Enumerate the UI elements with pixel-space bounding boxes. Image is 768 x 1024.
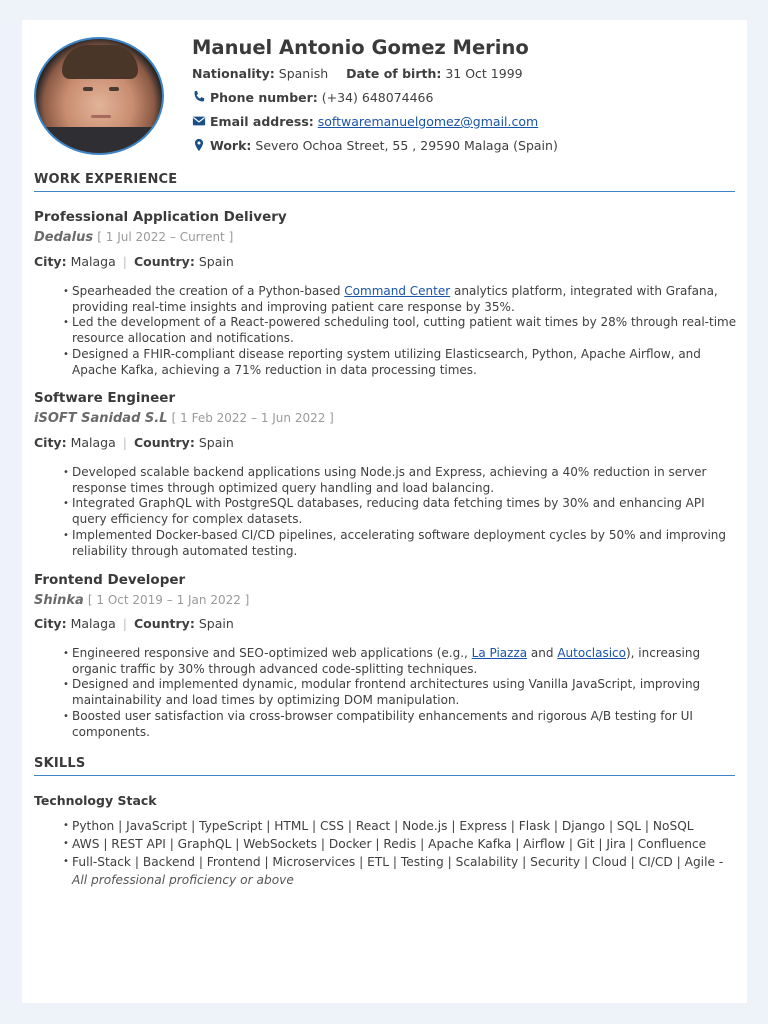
phone-line: [192, 86, 737, 110]
city-label: City:: [34, 435, 67, 450]
list-item: • Engineered responsive and SEO-optimized web applications (e.g., La Piazza and Autoclasico), increasing organic traffic by 30% through advanced code-splitting techniques.: [72, 646, 737, 677]
personal-info: [192, 34, 737, 158]
list-item: • Full-Stack | Backend | Frontend | Microservices | ETL | Testing | Scalability | Security | Cloud | CI/CD | Agile - All professional proficiency or above: [72, 853, 737, 889]
map-pin-icon: [192, 138, 206, 152]
separator: |: [122, 254, 127, 269]
autoclasico-link[interactable]: Autoclasico: [557, 646, 626, 660]
job-dates: [ 1 Feb 2022 – 1 Jun 2022 ]: [171, 411, 334, 425]
list-item: • Designed and implemented dynamic, modular frontend architectures using Vanilla JavaScript, improving maintainability and load times by optimizing DOM manipulation.: [72, 677, 737, 708]
country-value: Spain: [198, 616, 234, 631]
phone-label: Phone number:: [210, 90, 318, 105]
nationality-label: Nationality:: [192, 66, 275, 81]
nationality-value: Spanish: [278, 66, 329, 81]
job-title: Professional Application Delivery: [34, 209, 287, 225]
country-value: Spain: [198, 254, 234, 269]
la-piazza-link[interactable]: La Piazza: [471, 646, 528, 660]
dob-value: 31 Oct 1999: [445, 66, 523, 81]
job-bullets: [72, 284, 737, 378]
job-location: [34, 254, 234, 269]
list-item: • Integrated GraphQL with PostgreSQL databases, reducing data fetching times by 30% and enhancing API query efficiency for complex datasets.: [72, 496, 737, 527]
separator: |: [122, 616, 127, 631]
phone-icon: [192, 90, 206, 104]
company-line: [34, 593, 249, 608]
company-name: Dedalus: [34, 230, 94, 245]
country-label: Country:: [133, 616, 195, 631]
city-value: Malaga: [70, 616, 116, 631]
full-name: Manuel Antonio Gomez Merino: [192, 36, 529, 59]
company-line: [34, 230, 233, 245]
email-line: [192, 110, 737, 134]
list-item: • Led the development of a React-powered scheduling tool, cutting patient wait times by 28% through real-time resource allocation and notifications.: [72, 315, 737, 346]
skills-subtitle: Technology Stack: [34, 793, 157, 808]
list-item: • Boosted user satisfaction via cross-browser compatibility enhancements and rigorous A/B testing for UI components.: [72, 709, 737, 740]
proficiency-note: All professional proficiency or above: [72, 873, 294, 887]
dob-label: Date of birth:: [346, 66, 442, 81]
job-dates: [ 1 Jul 2022 – Current ]: [97, 230, 234, 244]
work-address-line: [192, 134, 737, 158]
city-label: City:: [34, 254, 67, 269]
country-label: Country:: [133, 254, 195, 269]
phone-value: (+34) 648074466: [321, 90, 434, 105]
company-line: [34, 411, 334, 426]
work-label: Work:: [210, 138, 252, 153]
separator: |: [122, 435, 127, 450]
city-value: Malaga: [70, 254, 116, 269]
job-title: Software Engineer: [34, 390, 176, 406]
work-value: Severo Ochoa Street, 55 , 29590 Malaga (Spain): [255, 138, 558, 153]
country-value: Spain: [198, 435, 234, 450]
list-item: • Implemented Docker-based CI/CD pipelines, accelerating software deployment cycles by 50% and improving reliability through automated testing.: [72, 528, 737, 559]
list-item: • Spearheaded the creation of a Python-based Command Center analytics platform, integrated with Grafana, providing real-time insights and improving patient care response by 35%.: [72, 284, 737, 315]
job-bullets: [72, 646, 737, 740]
nationality-dob-line: [192, 62, 737, 86]
job-bullets: [72, 465, 737, 559]
company-name: Shinka: [34, 593, 84, 608]
job-location: [34, 435, 234, 450]
list-item: • Python | JavaScript | TypeScript | HTML | CSS | React | Node.js | Express | Flask | Django | SQL | NoSQL: [72, 817, 737, 835]
job-location: [34, 616, 234, 631]
email-label: Email address:: [210, 114, 314, 129]
company-name: iSOFT Sanidad S.L: [34, 411, 168, 426]
envelope-icon: [192, 114, 206, 128]
section-work-experience: WORK EXPERIENCE: [34, 172, 735, 192]
city-label: City:: [34, 616, 67, 631]
skills-list: [72, 817, 737, 889]
city-value: Malaga: [70, 435, 116, 450]
job-dates: [ 1 Oct 2019 – 1 Jan 2022 ]: [87, 593, 250, 607]
country-label: Country:: [133, 435, 195, 450]
email-link[interactable]: softwaremanuelgomez@gmail.com: [317, 114, 539, 129]
list-item: • Developed scalable backend applications using Node.js and Express, achieving a 40% reduction in server response times through optimized query handling and load balancing.: [72, 465, 737, 496]
job-title: Frontend Developer: [34, 572, 186, 588]
command-center-link[interactable]: Command Center: [344, 284, 451, 298]
list-item: • AWS | REST API | GraphQL | WebSockets | Docker | Redis | Apache Kafka | Airflow | Git | Jira | Confluence: [72, 835, 737, 853]
cv-page: [22, 20, 747, 1003]
profile-photo: [34, 37, 164, 155]
section-skills: SKILLS: [34, 756, 735, 776]
list-item: • Designed a FHIR-compliant disease reporting system utilizing Elasticsearch, Python, Apache Airflow, and Apache Kafka, achieving a 71% reduction in data processing times.: [72, 347, 737, 378]
